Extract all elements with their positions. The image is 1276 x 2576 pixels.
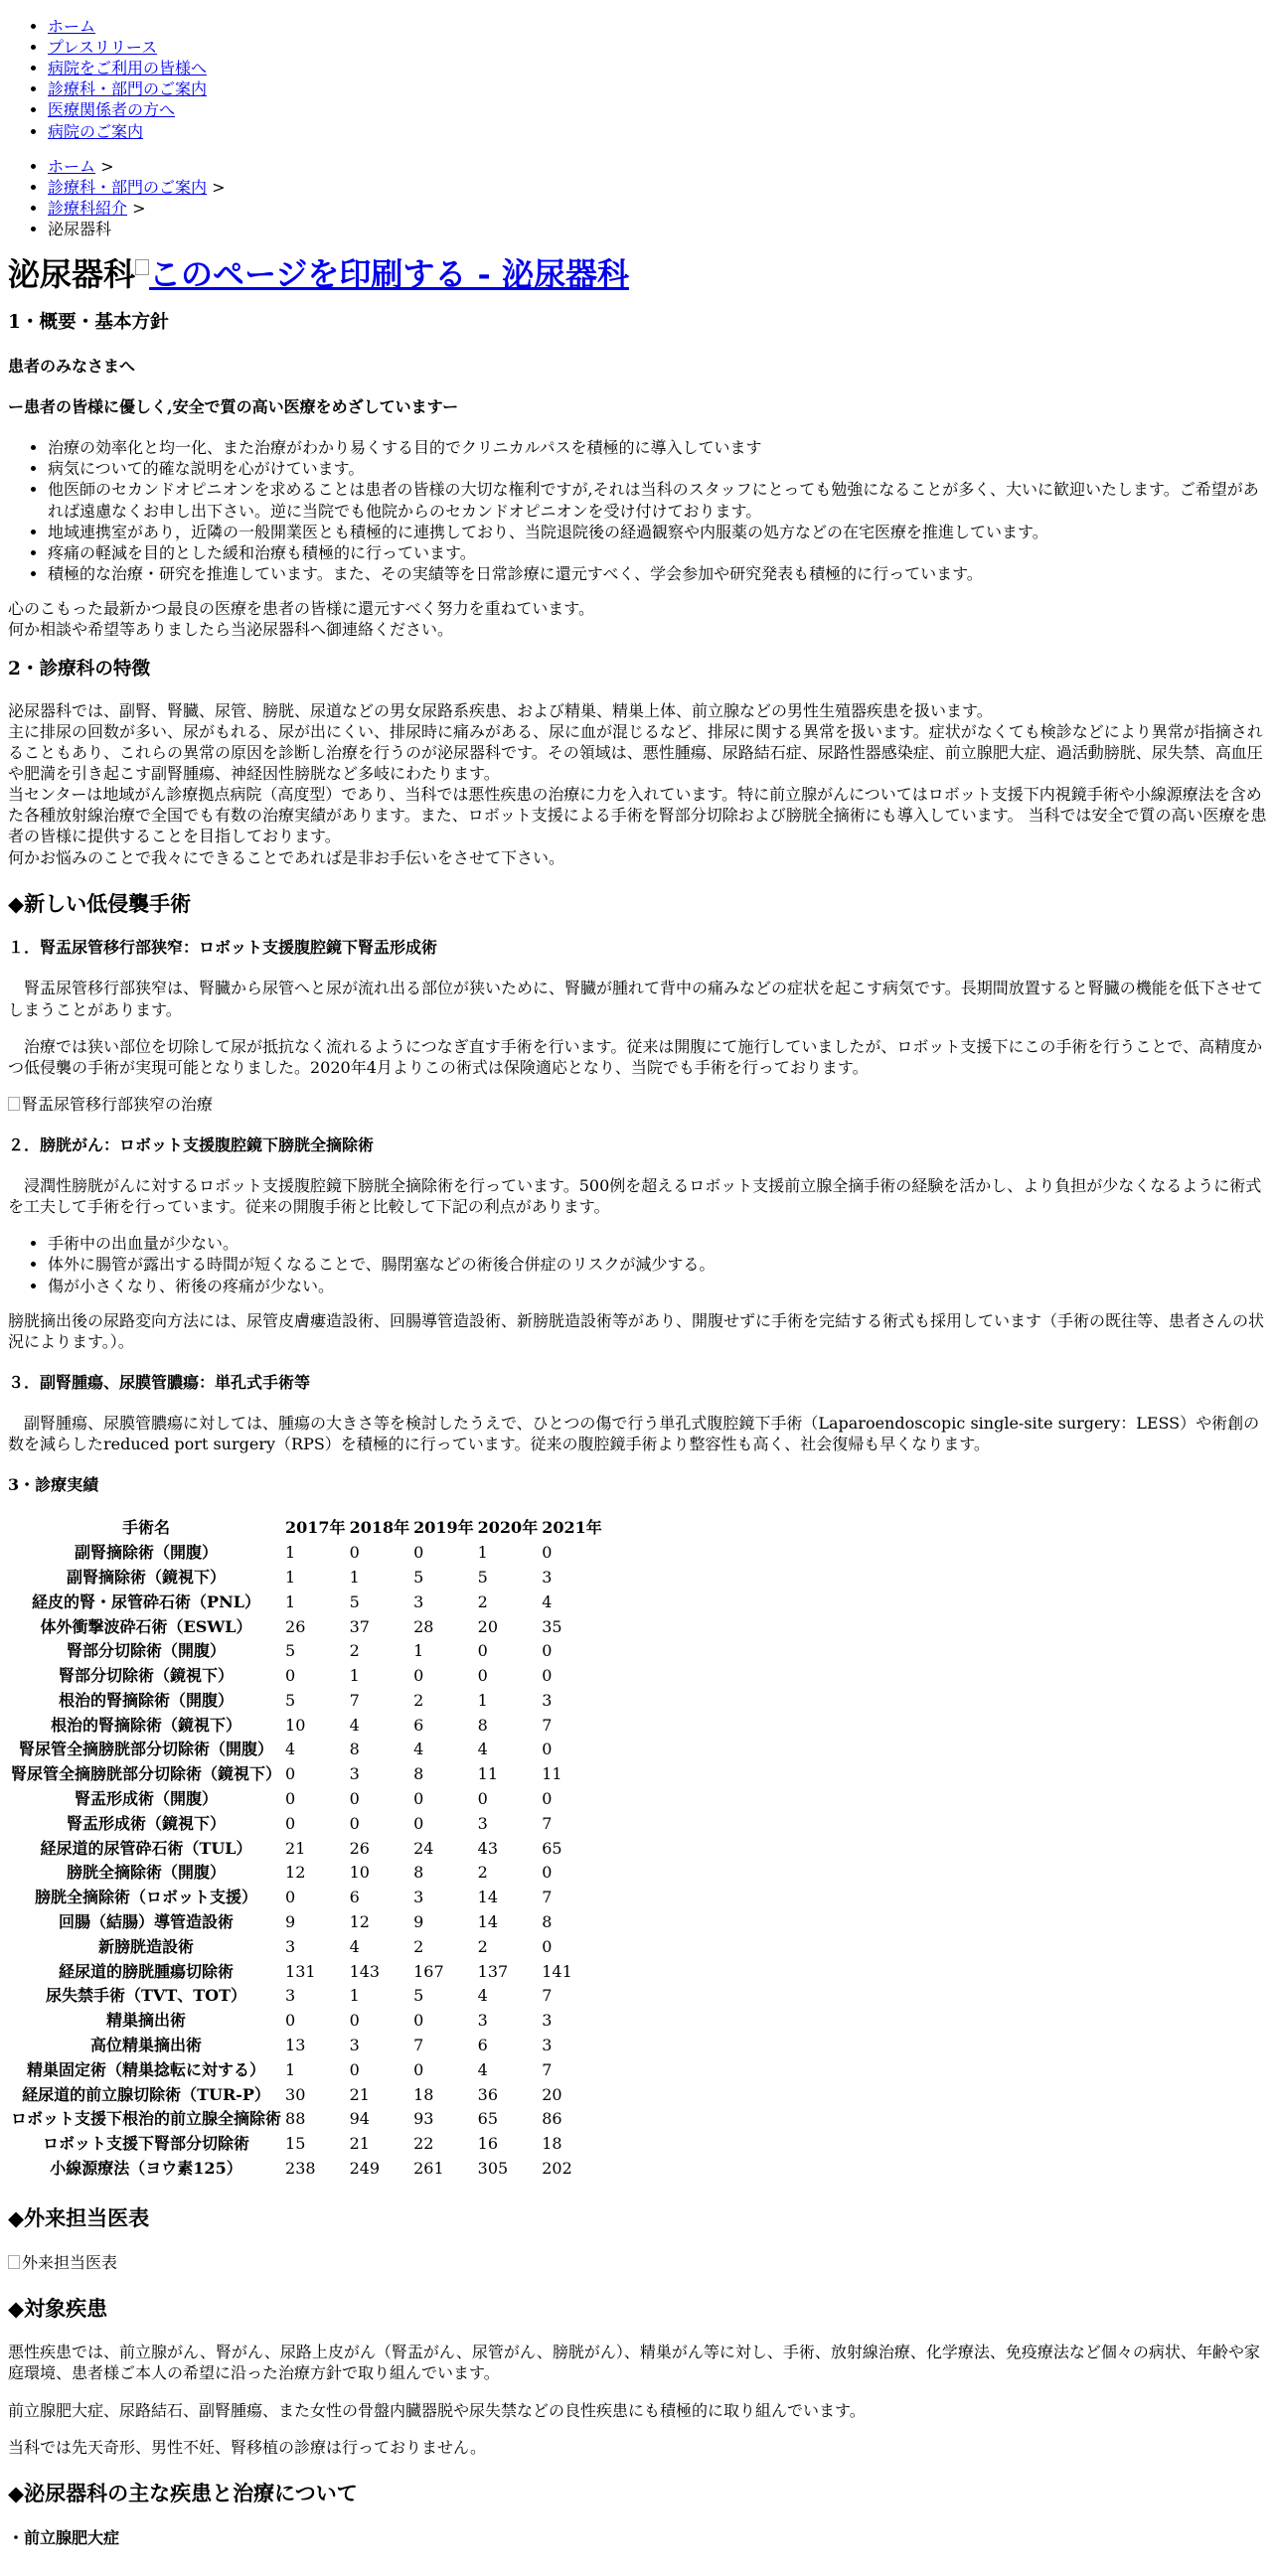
- text-line: 主に排尿の回数が多い、尿がもれる、尿が出にくい、排尿時に痛みがある、尿に血が混じるなど、排尿に関する異常を扱います。症状がなくても検診などにより異常が指摘されることもあり、これらの異常の原因を診断し治療を行うのが泌尿器科です。その領域は、悪性腫瘍、尿路結石症、尿路性器感染症、前立腺肥大症、過活動膀胱、尿失禁、高血圧や肥満を引き起こす副腎腫瘍、神経因性膀胱など多岐にわたります。: [8, 721, 1263, 784]
- table-cell: 3: [349, 1764, 360, 1784]
- table-cell: 10: [349, 1863, 370, 1883]
- closing-line: 何か相談や希望等ありましたら当泌尿器科へ御連絡ください。: [8, 620, 454, 640]
- row-header: 副腎摘除術（鏡視下）: [67, 1567, 227, 1587]
- broken-image-icon: [8, 1097, 20, 1111]
- table-row: [10, 2108, 603, 2131]
- table-cell: 35: [542, 1616, 562, 1636]
- table-cell: 26: [349, 1838, 370, 1858]
- row-header: 腎盂形成術（鏡視下）: [67, 1813, 227, 1833]
- table-cell: 2: [477, 1591, 488, 1611]
- table-cell: 9: [285, 1912, 296, 1932]
- row-header: ロボット支援下根治的前立腺全摘除術: [11, 2109, 282, 2129]
- breadcrumb-separator: >: [132, 198, 146, 218]
- table-cell: 7: [542, 2059, 553, 2079]
- table-cell: 65: [542, 1838, 562, 1858]
- row-header: 高位精巣摘出術: [90, 2036, 203, 2055]
- row-header: 副腎摘除術（開腹）: [75, 1543, 219, 1563]
- paragraph: 悪性疾患では、前立腺がん、腎がん、尿路上皮がん（腎盂がん、尿管がん、膀胱がん）、精巣がん等に対し、手術、放射線治療、化学療法、免疫療法など個々の病状、年齢や家庭環境、患者様ご本人の希望に沿った治療方針で取り組んでいます。: [8, 2343, 1260, 2383]
- table-cell: 4: [542, 1591, 553, 1611]
- table-cell: 0: [542, 1740, 553, 1759]
- table-cell: 3: [542, 2036, 553, 2055]
- surgery-results-table: [8, 1515, 605, 2183]
- table-row: [10, 2158, 603, 2181]
- breadcrumb-current: 泌尿器科: [48, 219, 112, 238]
- table-cell: 0: [349, 1789, 360, 1809]
- row-header: 経尿道的前立腺切除術（TUR-P）: [22, 2084, 270, 2104]
- list-item: • 疼痛の軽減を目的とした緩和治療も積極的に行っています。: [48, 542, 1268, 563]
- table-cell: 0: [542, 1543, 553, 1563]
- table-cell: 0: [413, 2059, 424, 2079]
- table-cell: 0: [477, 1641, 488, 1661]
- page-title: [8, 255, 1268, 293]
- table-cell: 1: [349, 1567, 360, 1587]
- table-head: [10, 1517, 603, 1540]
- row-header: 腎尿管全摘膀胱部分切除術（開腹）: [19, 1740, 274, 1759]
- subheading-bph: ・前立腺肥大症: [8, 2527, 120, 2547]
- section-heading-outpatient: ◆外来担当医表: [8, 2204, 150, 2230]
- subheading-patients: 患者のみなさまへ: [8, 357, 136, 377]
- section-heading-results: 3・診療実績: [8, 1475, 99, 1495]
- closing-line: 心のこもった最新かつ最良の医療を患者の皆様に還元すべく努力を重ねています。: [8, 599, 595, 618]
- list-item: • 積極的な治療・研究を推進しています。また、その実績等を日常診療に還元すべく、学会参加や研究発表も積極的に行っています。: [48, 563, 1268, 584]
- list-item: • 治療の効率化と均一化、また治療がわかり易くする目的でクリニカルパスを積極的に導入しています: [48, 437, 1268, 458]
- table-cell: 3: [477, 2011, 488, 2031]
- table-row: [10, 1813, 603, 1836]
- table-cell: 0: [413, 1543, 424, 1563]
- section-heading-features: 2・診療科の特徴: [8, 659, 151, 681]
- table-cell: 7: [349, 1690, 360, 1710]
- table-cell: 3: [285, 1936, 296, 1956]
- breadcrumb-item: [48, 198, 1268, 219]
- table-cell: 86: [542, 2109, 562, 2129]
- table-header-row: [10, 1517, 603, 1540]
- table-cell: 18: [413, 2084, 434, 2104]
- paragraph: 浸潤性膀胱がんに対するロボット支援腹腔鏡下膀胱全摘除術を行っています。500例を超えるロボット支援前立腺全摘手術の経験を活かし、より負担が少なくなるように術式を工夫して手術を行っています。従来の開腹手術と比較して下記の利点があります。: [8, 1176, 1262, 1217]
- table-cell: 0: [349, 2059, 360, 2079]
- table-cell: 21: [349, 2134, 370, 2154]
- print-page-link[interactable]: [135, 255, 629, 293]
- table-cell: 8: [413, 1764, 424, 1784]
- list-item: • 他医師のセカンドオピニオンを求めることは患者の皆様の大切な権利ですが,それは当科のスタッフにとっても勉強になることが多く、大いに歓迎いたします。ご希望があれば遠慮なくお申し出下さい。逆に当院でも他院からのセカンドオピニオンを受け付けております。: [48, 479, 1268, 521]
- table-cell: 2: [413, 1936, 424, 1956]
- breadcrumb-item: [48, 156, 1268, 177]
- table-cell: 141: [542, 1961, 572, 1981]
- row-header: 経皮的腎・尿管砕石術（PNL）: [32, 1591, 260, 1611]
- subheading-adrenal: ３．副腎腫瘍、尿膜管膿瘍：単孔式手術等: [8, 1372, 311, 1392]
- text-line: 当センターは地域がん診療拠点病院（高度型）であり、当科では悪性疾患の治療に力を入れています。特に前立腺がんについてはロボット支援下内視鏡手術や小線源療法を含めた各種放射線治療で全国でも有数の治療実績があります。また、ロボット支援による手術を腎部分切除および膀胱全摘術にも導入しています。 当科では安全で質の高い医療を患者の皆様に提供することを目指しております。: [8, 785, 1267, 846]
- text-line: 泌尿器科では、副腎、腎臓、尿管、膀胱、尿道などの男女尿路系疾患、および精巣、精巣上体、前立腺などの男性生殖器疾患を扱います。: [8, 700, 993, 720]
- table-cell: 3: [542, 2011, 553, 2031]
- features-paragraph: [8, 700, 1268, 868]
- nav-link-departments[interactable]: 診療科・部門のご案内: [48, 79, 208, 99]
- table-cell: 3: [413, 1591, 424, 1611]
- row-header: 膀胱全摘除術（開腹）: [67, 1863, 227, 1883]
- nav-link-patients[interactable]: 病院をご利用の皆様へ: [48, 59, 208, 78]
- table-row: [10, 1690, 603, 1713]
- table-cell: 3: [542, 1567, 553, 1587]
- row-header: 根治的腎摘除術（鏡視下）: [51, 1715, 242, 1735]
- table-cell: 0: [542, 1641, 553, 1661]
- table-cell: 7: [542, 1888, 553, 1907]
- nav-item: [48, 37, 1268, 58]
- list-item: • 手術中の出血量が少ない。: [48, 1233, 1268, 1254]
- table-cell: 20: [477, 1616, 499, 1636]
- table-cell: 131: [285, 1961, 316, 1981]
- table-cell: 12: [285, 1863, 306, 1883]
- table-cell: 2: [413, 1690, 424, 1710]
- table-cell: 7: [542, 1813, 553, 1833]
- table-cell: 9: [413, 1912, 424, 1932]
- table-cell: 4: [349, 1715, 360, 1735]
- column-header: 2020年: [477, 1518, 539, 1538]
- paragraph: 副腎腫瘍、尿膜管膿瘍に対しては、腫瘍の大きさ等を検討したうえで、ひとつの傷で行う単孔式腹腔鏡下手術（Laparoendoscopic single-site surgery：LESS）や術創の数を減らしたreduced port surgery（RPS）を積極的に行っています。従来の腹腔鏡手術より整容性も高く、社会復帰も早くなります。: [8, 1413, 1260, 1454]
- print-icon: [135, 259, 149, 275]
- breadcrumb-item: [48, 177, 1268, 198]
- table-row: [10, 1715, 603, 1738]
- table-cell: 0: [477, 1789, 488, 1809]
- table-cell: 15: [285, 2134, 306, 2154]
- nav-item: [48, 121, 1268, 142]
- table-row: [10, 2084, 603, 2107]
- table-cell: 1: [349, 1666, 360, 1686]
- table-row: [10, 1616, 603, 1639]
- table-cell: 7: [542, 1715, 553, 1735]
- row-header: 膀胱全摘除術（ロボット支援）: [35, 1888, 258, 1907]
- table-cell: 7: [413, 2036, 424, 2055]
- table-cell: 14: [477, 1912, 499, 1932]
- table-cell: 10: [285, 1715, 306, 1735]
- policy-list: [8, 437, 1268, 584]
- row-header: 腎部分切除術（鏡視下）: [59, 1666, 235, 1686]
- table-row: [10, 1542, 603, 1565]
- row-header: ロボット支援下腎部分切除術: [43, 2134, 250, 2154]
- table-cell: 20: [542, 2084, 562, 2104]
- table-cell: 1: [349, 1986, 360, 2006]
- section-heading-overview: 1・概要・基本方針: [8, 312, 169, 334]
- image-alt-text: 腎盂尿管移行部狭窄の治療: [22, 1094, 214, 1114]
- table-row: [10, 1887, 603, 1909]
- table-cell: 3: [542, 1690, 553, 1710]
- table-cell: 1: [285, 2059, 296, 2079]
- table-row: [10, 1985, 603, 2008]
- table-cell: 261: [413, 2159, 444, 2179]
- table-cell: 0: [542, 1936, 553, 1956]
- table-row: [10, 2059, 603, 2082]
- row-header: 腎盂形成術（開腹）: [75, 1789, 219, 1809]
- table-cell: 8: [542, 1912, 553, 1932]
- breadcrumb-link-home[interactable]: ホーム: [48, 156, 96, 176]
- row-header: 腎部分切除術（開腹）: [67, 1641, 227, 1661]
- table-cell: 28: [413, 1616, 434, 1636]
- table-cell: 18: [542, 2134, 562, 2154]
- table-cell: 0: [285, 2011, 296, 2031]
- table-cell: 1: [285, 1543, 296, 1563]
- table-cell: 238: [285, 2159, 316, 2179]
- table-row: [10, 2133, 603, 2156]
- paragraph: 当科では先天奇形、男性不妊、腎移植の診療は行っておりません。: [8, 2437, 486, 2457]
- table-cell: 0: [349, 1543, 360, 1563]
- table-cell: 26: [285, 1616, 306, 1636]
- table-row: [10, 2010, 603, 2033]
- table-cell: 0: [413, 2011, 424, 2031]
- table-cell: 5: [477, 1567, 488, 1587]
- row-header: 腎尿管全摘膀胱部分切除術（鏡視下）: [11, 1764, 282, 1784]
- nav-item: [48, 16, 1268, 37]
- table-cell: 4: [285, 1740, 296, 1759]
- print-link-text: このページを印刷する - 泌尿器科: [149, 255, 629, 294]
- table-cell: 24: [413, 1838, 434, 1858]
- nav-link-medical-staff[interactable]: 医療関係者の方へ: [48, 100, 176, 120]
- table-row: [10, 1961, 603, 1984]
- list-item: • 病気について的確な説明を心がけています。: [48, 458, 1268, 479]
- table-cell: 3: [477, 1813, 488, 1833]
- table-cell: 13: [285, 2036, 306, 2055]
- subheading-bladder-cancer: ２．膀胱がん：ロボット支援腹腔鏡下膀胱全摘除術: [8, 1136, 375, 1154]
- list-item: • 地域連携室があり，近隣の一般開業医とも積極的に連携しており、当院退院後の経過観察や内服薬の処方などの在宅医療を推進しています。: [48, 522, 1268, 542]
- table-row: [10, 1862, 603, 1885]
- nav-item: [48, 99, 1268, 120]
- table-cell: 1: [477, 1543, 488, 1563]
- table-row: [10, 1936, 603, 1959]
- table-cell: 22: [413, 2134, 434, 2154]
- table-cell: 0: [542, 1666, 553, 1686]
- table-row: [10, 1591, 603, 1614]
- table-cell: 0: [413, 1789, 424, 1809]
- table-row: [10, 1838, 603, 1861]
- table-cell: 143: [349, 1961, 381, 1981]
- table-row: [10, 1739, 603, 1761]
- table-cell: 167: [413, 1961, 444, 1981]
- section-heading-main-diseases: ◆泌尿器科の主な疾患と治療について: [8, 2480, 358, 2505]
- paragraph: 腎盂尿管移行部狭窄は、腎臓から尿管へと尿が流れ出る部位が狭いために、腎臓が腫れて背中の痛みなどの症状を起こす病気です。長期間放置すると腎臓の機能を低下させてしまうことがあります。: [8, 979, 1263, 1019]
- subheading-motto: ー患者の皆様に優しく,安全で質の高い医療をめざしていますー: [8, 397, 459, 417]
- nav-item: [48, 58, 1268, 78]
- table-cell: 2: [477, 1863, 488, 1883]
- nav-link-press[interactable]: プレスリリース: [48, 38, 158, 58]
- row-header: 根治的腎摘除術（開腹）: [59, 1690, 235, 1710]
- column-header: 2017年: [285, 1518, 346, 1538]
- table-cell: 202: [542, 2159, 572, 2179]
- table-cell: 1: [413, 1641, 424, 1661]
- table-cell: 0: [285, 1888, 296, 1907]
- nav-link-about[interactable]: 病院のご案内: [48, 121, 144, 141]
- table-cell: 3: [349, 2036, 360, 2055]
- table-cell: 37: [349, 1616, 370, 1636]
- table-cell: 1: [285, 1591, 296, 1611]
- section-heading-minimally-invasive: ◆新しい低侵襲手術: [8, 890, 192, 916]
- breadcrumb: [8, 156, 1268, 239]
- table-cell: 7: [542, 1986, 553, 2006]
- table-cell: 4: [413, 1740, 424, 1759]
- advantages-list: [8, 1233, 1268, 1295]
- text-line: 何かお悩みのことで我々にできることであれば是非お手伝いをさせて下さい。: [8, 847, 565, 867]
- table-row: [10, 2035, 603, 2057]
- table-cell: 0: [413, 1666, 424, 1686]
- table-cell: 0: [542, 1863, 553, 1883]
- breadcrumb-link-clinical[interactable]: 診療科紹介: [48, 198, 128, 218]
- table-cell: 0: [285, 1764, 296, 1784]
- paragraph: 治療では狭い部位を切除して尿が抵抗なく流れるようにつなぎ直す手術を行います。従来は開腹にて施行していましたが、ロボット支援下にこの手術を行うことで、高精度かつ低侵襲の手術が実現可能となりました。2020年4月よりこの術式は保険適応となり、当院でも手術を行っております。: [8, 1036, 1263, 1077]
- table-cell: 4: [477, 1986, 488, 2006]
- breadcrumb-separator: >: [100, 156, 114, 176]
- paragraph: 膀胱摘出後の尿路変向方法には、尿管皮膚瘻造設術、回腸導管造設術、新膀胱造設術等があり、開腹せずに手術を完結する術式も採用しています（手術の既往等、患者さんの状況によります。）。: [8, 1310, 1265, 1351]
- list-item: • 体外に腸管が露出する時間が短くなることで、腸閉塞などの術後合併症のリスクが減少する。: [48, 1254, 1268, 1275]
- table-cell: 0: [477, 1666, 488, 1686]
- table-cell: 3: [285, 1986, 296, 2006]
- row-header: 尿失禁手術（TVT、TOT）: [46, 1986, 246, 2006]
- table-cell: 8: [413, 1863, 424, 1883]
- breadcrumb-link-departments[interactable]: 診療科・部門のご案内: [48, 177, 208, 197]
- table-row: [10, 1911, 603, 1934]
- table-cell: 0: [285, 1789, 296, 1809]
- row-header: 経尿道的尿管砕石術（TUL）: [40, 1838, 252, 1858]
- table-cell: 6: [349, 1888, 360, 1907]
- table-row: [10, 1567, 603, 1590]
- subheading-upj: １．腎盂尿管移行部狭窄：ロボット支援腹腔鏡下腎盂形成術: [8, 938, 438, 958]
- table-cell: 14: [477, 1888, 499, 1907]
- table-cell: 5: [413, 1567, 424, 1587]
- row-header: 回腸（結腸）導管造設術: [59, 1912, 235, 1932]
- table-cell: 0: [285, 1666, 296, 1686]
- table-cell: 0: [349, 2011, 360, 2031]
- global-nav: [8, 16, 1268, 142]
- table-cell: 0: [413, 1813, 424, 1833]
- page-title-text: 泌尿器科: [8, 255, 136, 294]
- table-cell: 21: [349, 2084, 370, 2104]
- list-item: • 傷が小さくなり、術後の疼痛が少ない。: [48, 1276, 1268, 1296]
- row-header: 精巣固定術（精巣捻転に対する）: [27, 2059, 266, 2079]
- table-cell: 16: [477, 2134, 499, 2154]
- table-cell: 8: [477, 1715, 488, 1735]
- nav-item: [48, 78, 1268, 99]
- column-header: 2018年: [349, 1518, 410, 1538]
- breadcrumb-item: [48, 219, 1268, 239]
- outpatient-schedule-image: [8, 2252, 1268, 2273]
- paragraph: 前立腺肥大症、尿路結石、副腎腫瘍、また女性の骨盤内臓器脱や尿失禁などの良性疾患にも積極的に取り組んでいます。: [8, 2400, 866, 2420]
- table-cell: 0: [349, 1813, 360, 1833]
- table-cell: 30: [285, 2084, 306, 2104]
- table-cell: 94: [349, 2109, 370, 2129]
- table-cell: 1: [477, 1690, 488, 1710]
- table-cell: 21: [285, 1838, 306, 1858]
- table-row: [10, 1788, 603, 1811]
- table-cell: 0: [285, 1813, 296, 1833]
- row-header: 精巣摘出術: [106, 2011, 187, 2031]
- table-cell: 137: [477, 1961, 509, 1981]
- table-cell: 249: [349, 2159, 381, 2179]
- table-cell: 5: [413, 1986, 424, 2006]
- table-row: [10, 1640, 603, 1663]
- column-header: 2021年: [542, 1518, 602, 1538]
- overview-closing: [8, 598, 1268, 640]
- table-cell: 4: [349, 1936, 360, 1956]
- image-alt-text: 外来担当医表: [22, 2252, 118, 2272]
- table-cell: 11: [477, 1764, 499, 1784]
- table-cell: 2: [477, 1936, 488, 1956]
- table-cell: 65: [477, 2109, 499, 2129]
- table-cell: 11: [542, 1764, 562, 1784]
- table-cell: 0: [542, 1789, 553, 1809]
- table-cell: 6: [477, 2036, 488, 2055]
- table-cell: 36: [477, 2084, 499, 2104]
- breadcrumb-separator: >: [212, 177, 226, 197]
- table-cell: 6: [413, 1715, 424, 1735]
- table-cell: 43: [477, 1838, 499, 1858]
- table-cell: 12: [349, 1912, 370, 1932]
- table-cell: 2: [349, 1641, 360, 1661]
- table-cell: 88: [285, 2109, 306, 2129]
- column-header: 2019年: [413, 1518, 474, 1538]
- row-header: 体外衝撃波砕石術（ESWL）: [40, 1616, 252, 1636]
- upj-treatment-image: [8, 1094, 1268, 1115]
- table-cell: 4: [477, 2059, 488, 2079]
- table-cell: 1: [285, 1567, 296, 1587]
- table-cell: 5: [285, 1690, 296, 1710]
- row-header: 小線源療法（ヨウ素125）: [50, 2159, 242, 2179]
- table-cell: 4: [477, 1740, 488, 1759]
- nav-link-home[interactable]: ホーム: [48, 17, 96, 36]
- row-header: 新膀胱造設術: [98, 1936, 195, 1956]
- table-row: [10, 1665, 603, 1688]
- row-header: 経尿道的膀胱腫瘍切除術: [59, 1961, 235, 1981]
- table-cell: 305: [477, 2159, 509, 2179]
- table-cell: 5: [285, 1641, 296, 1661]
- column-header: 手術名: [122, 1518, 171, 1538]
- table-cell: 8: [349, 1740, 360, 1759]
- section-heading-diseases: ◆対象疾患: [8, 2295, 108, 2321]
- table-row: [10, 1763, 603, 1786]
- broken-image-icon: [8, 2255, 20, 2269]
- table-body: [10, 1542, 603, 2181]
- table-cell: 93: [413, 2109, 434, 2129]
- table-cell: 5: [349, 1591, 360, 1611]
- table-cell: 3: [413, 1888, 424, 1907]
